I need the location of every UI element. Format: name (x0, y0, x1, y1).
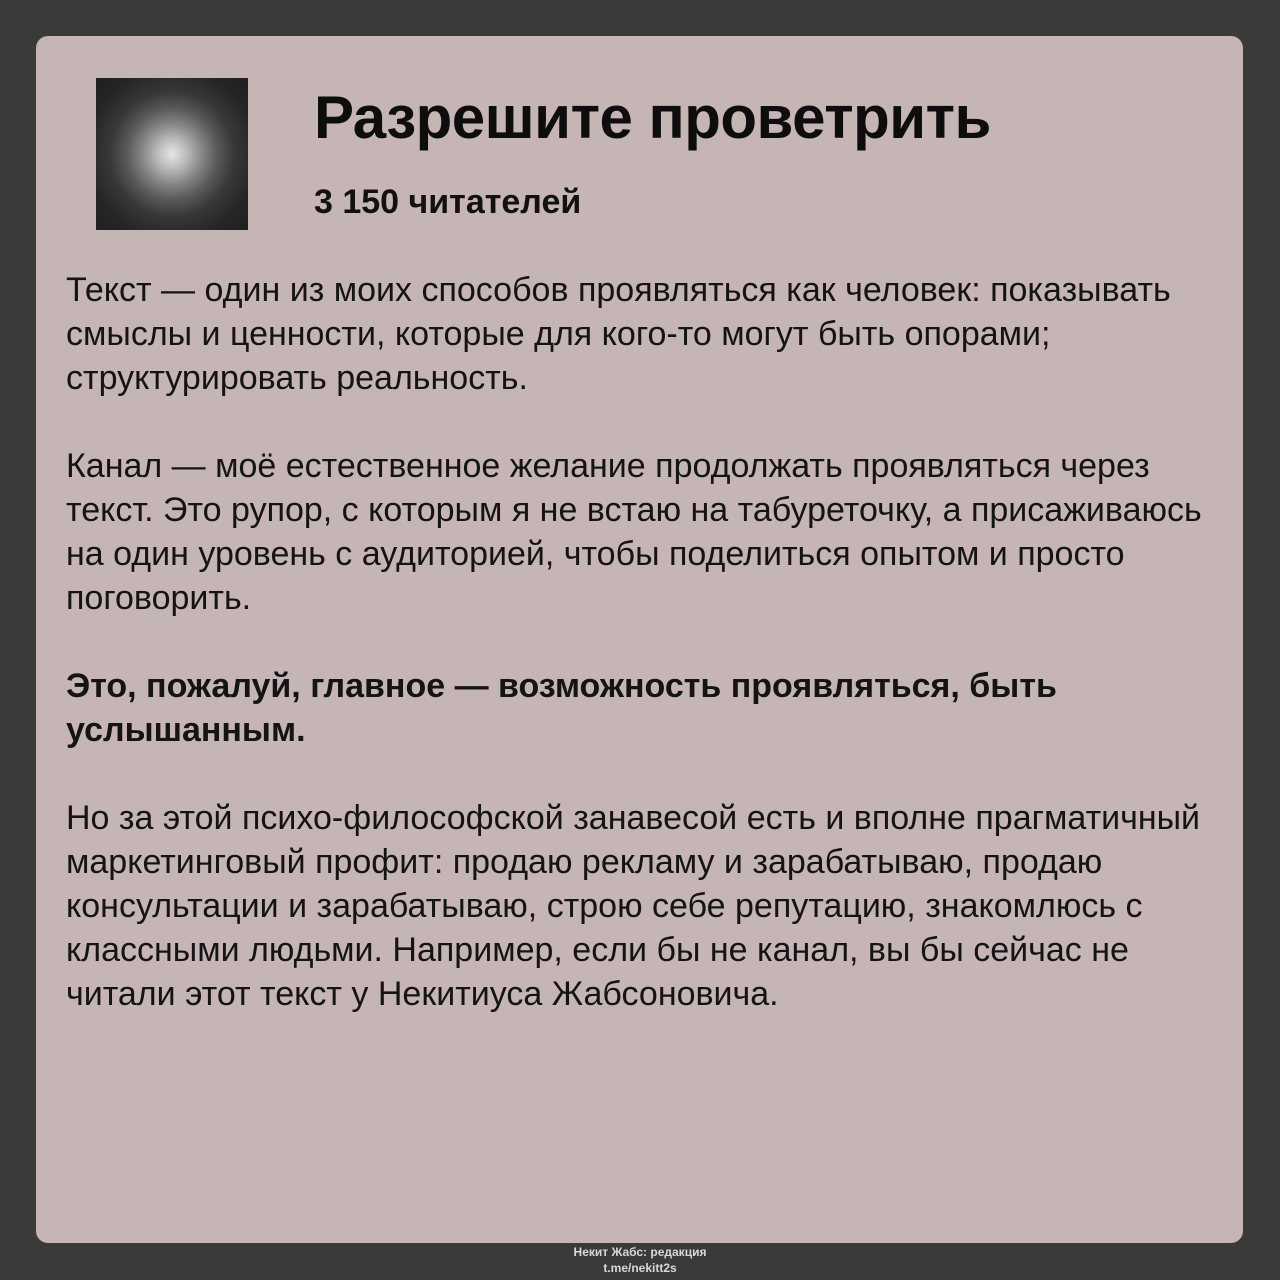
paragraph-1: Текст — один из моих способов проявляться как человек: показывать смыслы и ценности, которые для кого-то могут быть опорами; структурировать реальность. (66, 271, 1171, 397)
post-card (36, 36, 1243, 1243)
channel-title: Разрешите проветрить (314, 84, 991, 151)
footer-credit: Некит Жабс: редакция (573, 1245, 707, 1259)
subscriber-count: 3 150 читателей (314, 183, 582, 221)
paragraph-4: Но за этой психо-философской занавесой есть и вполне прагматичный маркетинговый профит: продаю рекламу и зарабатываю, продаю консультации и зарабатываю, строю себе репутацию, знакомлюсь с классными людьми. Например, если бы не канал, вы бы сейчас не читали этот текст у Некитиуса Жабсоновича. (66, 799, 1201, 1013)
paragraph-3-highlight: Это, пожалуй, главное — возможность проявляться, быть услышанным. (66, 667, 1057, 749)
paragraph-2: Канал — моё естественное желание продолжать проявляться через текст. Это рупор, с которым я не встаю на табуреточку, а присаживаюсь на один уровень с аудиторией, чтобы поделиться опытом и просто поговорить. (66, 447, 1202, 617)
channel-avatar (96, 78, 248, 230)
footer-link[interactable]: t.me/nekitt2s (603, 1261, 677, 1275)
post-body (66, 268, 1226, 1060)
